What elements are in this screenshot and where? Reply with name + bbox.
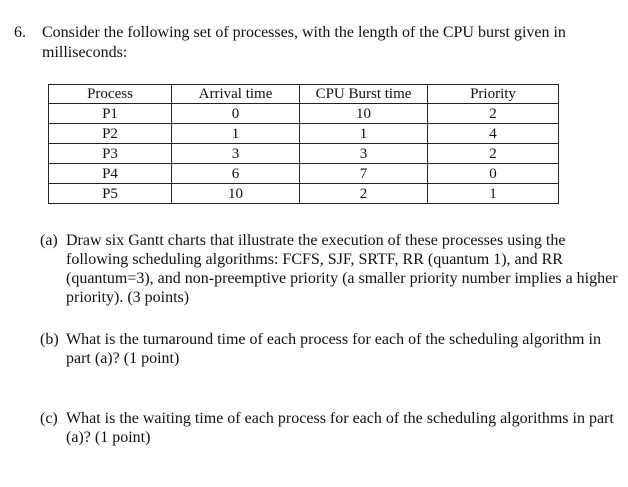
cell-burst: 10 <box>300 104 428 124</box>
cell-arrival: 0 <box>172 104 300 124</box>
part-c-label: (c) <box>40 410 58 427</box>
cell-process: P4 <box>49 164 172 184</box>
cell-process: P5 <box>49 184 172 204</box>
part-b-text: What is the turnaround time of each process for each of the scheduling algorithm in part (a)? (1 point) <box>66 331 601 367</box>
process-table <box>48 84 559 204</box>
cell-priority: 1 <box>428 184 559 204</box>
cell-arrival: 3 <box>172 144 300 164</box>
cell-process: P2 <box>49 124 172 144</box>
cell-burst: 1 <box>300 124 428 144</box>
table-row <box>49 104 559 124</box>
cell-process: P1 <box>49 104 172 124</box>
cell-arrival: 10 <box>172 184 300 204</box>
cell-priority: 0 <box>428 164 559 184</box>
part-b <box>40 330 620 368</box>
part-c <box>40 409 620 447</box>
part-c-text: What is the waiting time of each process for each of the scheduling algorithms in part (a)? (1 point) <box>66 410 614 446</box>
table-row <box>49 184 559 204</box>
cell-priority: 2 <box>428 144 559 164</box>
cell-priority: 2 <box>428 104 559 124</box>
table-row <box>49 164 559 184</box>
cell-burst: 2 <box>300 184 428 204</box>
header-process: Process <box>49 85 172 104</box>
question-number: 6. <box>14 24 26 41</box>
question-intro: Consider the following set of processes, with the length of the CPU burst given in milliseconds: <box>42 24 566 61</box>
table-row <box>49 124 559 144</box>
cell-process: P3 <box>49 144 172 164</box>
cell-priority: 4 <box>428 124 559 144</box>
cell-arrival: 6 <box>172 164 300 184</box>
table-row <box>49 144 559 164</box>
header-cpu-burst-time: CPU Burst time <box>300 85 428 104</box>
part-a-text: Draw six Gantt charts that illustrate the execution of these processes using the following scheduling algorithms: FCFS, SJF, SRTF, RR (quantum 1), and RR (quantum=3), and non-preemptive priority (a smaller priority number implies a higher priority). (3 points) <box>66 232 618 306</box>
part-b-label: (b) <box>40 331 59 348</box>
part-a <box>40 231 620 307</box>
part-a-label: (a) <box>40 232 58 249</box>
cell-burst: 3 <box>300 144 428 164</box>
header-arrival-time: Arrival time <box>172 85 300 104</box>
cell-arrival: 1 <box>172 124 300 144</box>
header-priority: Priority <box>428 85 559 104</box>
table-header-row <box>49 85 559 104</box>
cell-burst: 7 <box>300 164 428 184</box>
